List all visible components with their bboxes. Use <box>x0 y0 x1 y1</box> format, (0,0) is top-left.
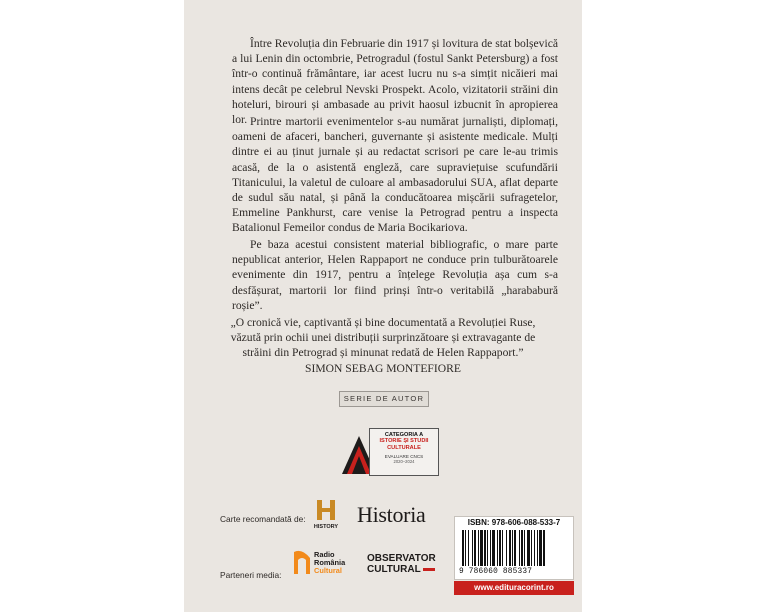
observator-cultural-logo <box>367 553 436 575</box>
quote-author: SIMON SEBAG MONTEFIORE <box>305 361 461 375</box>
observator-accent-bar <box>423 568 435 571</box>
barcode-digits: 9 786060 885337 <box>459 568 533 576</box>
radio-line-3: Cultural <box>314 566 342 576</box>
isbn-barcode <box>454 516 574 580</box>
publisher-website: www.edituracorint.ro <box>454 581 574 595</box>
series-badge: SERIE DE AUTOR <box>339 391 429 407</box>
category-box <box>369 428 439 476</box>
radio-line-2: România <box>314 558 346 568</box>
historia-logo: Historia <box>357 502 426 527</box>
radio-wave-icon <box>292 550 312 576</box>
barcode-bars-icon <box>460 530 568 566</box>
book-back-cover <box>184 0 582 612</box>
blurb-paragraph-1: Între Revoluția din Februarie din 1917 și lovitura de stat bolșevică a lui Lenin din octombrie, Petrogradul (fostul Sankt Petersburg) a fost într-o continuă frământare, iar acest lucru nu s-a simțit nicăieri mai intens decât pe celebrul Nevski Prospekt. Acolo, vizitatorii străini din hoteluri, birouri și ambasade au privit haosul izbucnit în apropierea lor. <box>232 37 558 127</box>
review-quote <box>216 315 550 376</box>
history-logo-icon <box>314 500 338 530</box>
media-partners-label: Parteneri media: <box>220 570 282 580</box>
radio-line-1: Radio <box>314 550 335 559</box>
observator-line-1: OBSERVATOR <box>367 553 436 564</box>
isbn-label: ISBN: 978-606-088-533-7 <box>467 518 561 527</box>
history-logo-text: HISTORY <box>314 524 338 530</box>
category-domain: ISTORIE ȘI STUDII CULTURALE <box>379 438 429 451</box>
recommended-label: Carte recomandată de: <box>220 514 306 524</box>
blurb-paragraph-3: Pe baza acestui consistent material bibliografic, o mare parte nepublicat anterior, Helen Rappaport ne conduce prin tulburătoarele evenimente din 1917, pentru a înțelege Revoluția așa cum s-a desfășurat, martorii lor fiind prinși într-o veritabilă „harababură roșie”. <box>232 238 558 312</box>
category-title: CATEGORIA A <box>384 432 424 438</box>
quote-text: „O cronică vie, captivantă și bine documentată a Revoluției Ruse, văzută prin ochii unei distribuții surprinzătoare și extravagante de străini din Petrograd și minunat redată de Helen Rappaport.” <box>230 316 536 360</box>
blurb-paragraph-2: Printre martorii evenimentelor s-au numărat jurnaliști, diplomați, oameni de afaceri, bancheri, guvernante și asistente medicale. Mulți dintre ei au ținut jurnale și au redactat scrisori pe care le-au trimis acasă, de la o asistentă engleză, care supraviețuise scufundării Titanicului, la valetul de culoare al ambasadorului SUA, aflat departe de sudul său natal, și până la conducătoarea mișcării sufragetelor, Emmeline Pankhurst, care venise la Petrograd pentru a inspecta Batalionul Femeilor condus de Maria Bocikariova. <box>232 115 558 235</box>
category-period: 2020–2024 <box>393 459 415 464</box>
radio-romania-cultural-logo <box>292 550 352 578</box>
observator-line-2: CULTURAL <box>367 564 421 575</box>
category-badge <box>342 428 452 486</box>
category-evaluation: EVALUARE CNCS <box>384 454 424 459</box>
